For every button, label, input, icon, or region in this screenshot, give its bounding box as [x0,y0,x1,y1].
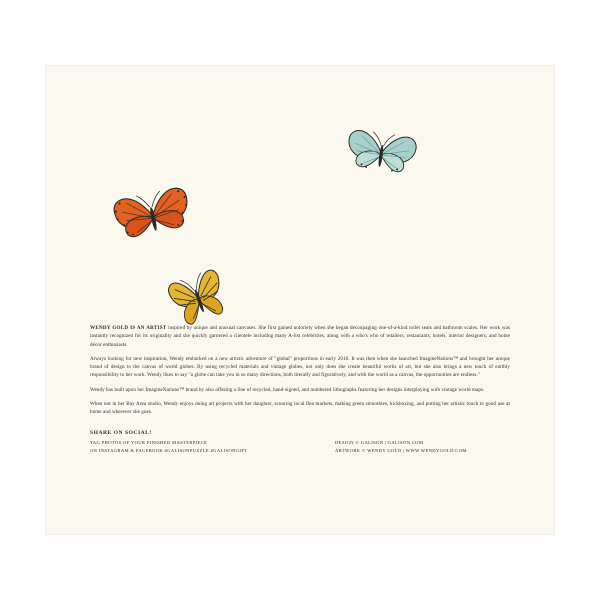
bio-paragraph-1 [90,324,510,349]
bio-text-block [90,324,510,455]
credit-artwork: ARTWORK © WENDY GOLD | WWW.WENDYGOLD.COM [335,448,467,454]
bio-paragraph-3: Wendy has built upon her ImagineNations™ brand by also offering a line of recycled, hand-signed, and numbered lithographs featuring her designs interplaying with vintage world maps. [90,386,485,393]
share-instructions [90,439,247,455]
blue-swallowtail-butterfly-icon [342,126,420,184]
footer-row [90,439,510,455]
bio-paragraph-4: When not in her Bay Area studio, Wendy enjoys doing art projects with her daughter, scouring local flea markets, making green smoothies, kickboxing, and putting her artistic touch to good use at home and wherever she goes. [90,400,510,415]
credit-design: DESIGN © GALISON | GALISON.COM [335,440,424,446]
share-on-social-heading: SHARE ON SOCIAL! [90,430,152,437]
bio-headline: WENDY GOLD IS AN ARTIST [90,325,167,331]
share-line-2: ON INSTAGRAM & FACEBOOK #GALISONPUZZLE #GALISONGIFT [90,448,248,454]
bio-paragraph-1-text: inspired by unique and unusual canvases. She first gained notoriety when she began decoupaging one-of-a-kind toilet seats and bathroom scales. Her work was instantly recognized for its originality and she quickly garnered a clientele including many A-list celebrities, along with a who's who of retailers, restaurants, hotels, interior designers, and home décor enthusiasts. [90,325,510,348]
puzzle-box-back-panel [46,66,554,534]
monarch-butterfly-icon [110,186,196,248]
share-line-1: TAG PHOTOS OF YOUR FINISHED MASTERPIECE [90,440,208,446]
bio-paragraph-2: Always looking for new inspiration, Wendy embarked on a new artistic adventure of "global" proportions in early 2010. It was then when she launched ImagineNations™ and brought her unique brand of design to the canvas of world globes. By using recycled materials and vintage globes, not only does she create beautiful works of art, but she also brings a new touch of earthly responsibility to her work. Wendy likes to say "a globe can take you in so many directions, both literally and figuratively, and with the world as a canvas, the opportunities are endless." [90,355,510,379]
credits [335,439,510,455]
